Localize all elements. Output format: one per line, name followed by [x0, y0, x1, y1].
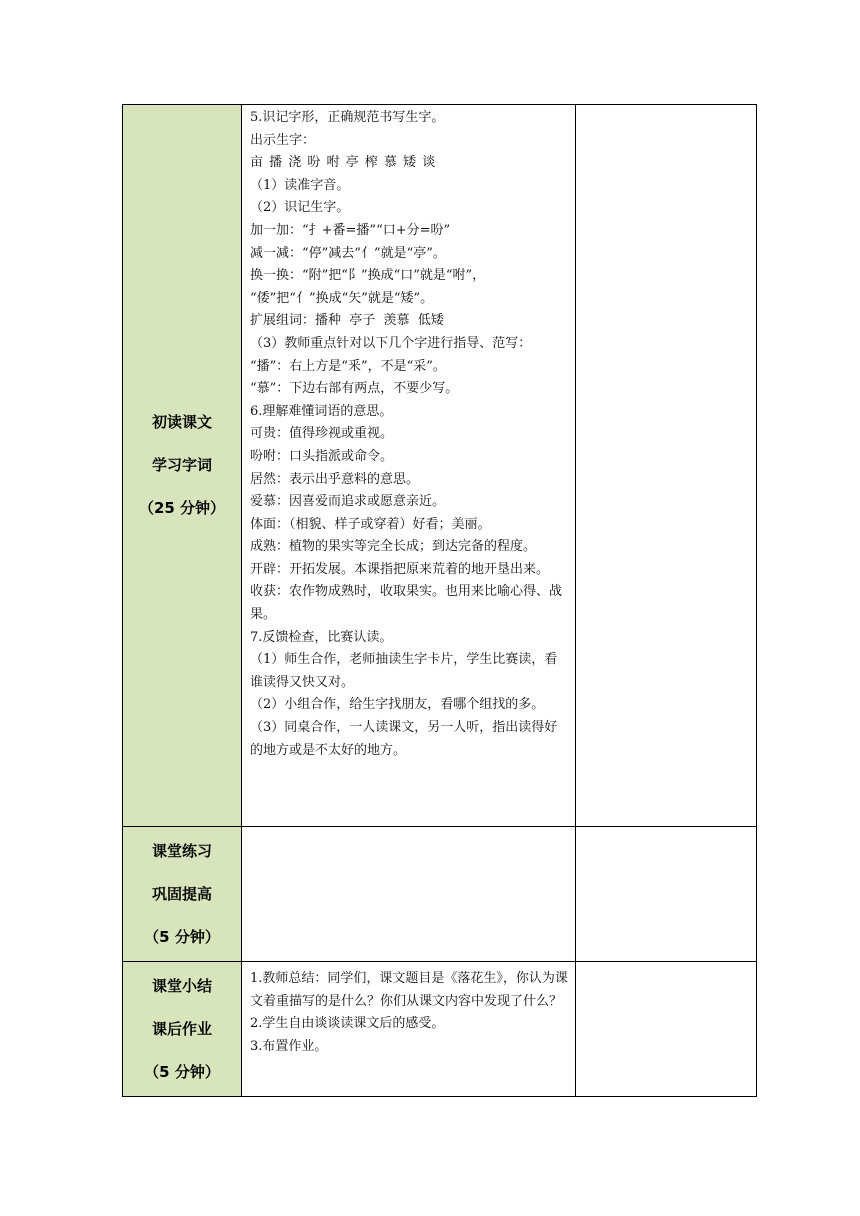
content-line: 减一减：“停”减去“亻”就是“亭”。 [250, 245, 446, 261]
label-line: 学习字词 [151, 456, 212, 474]
content-line: 居然：表示出乎意料的意思。 [250, 471, 420, 487]
label-line: （25 分钟） [138, 499, 226, 517]
section-content-summary [242, 962, 576, 1097]
content-line: 可贵：值得珍视或重视。 [250, 426, 394, 442]
content-line: （1）师生合作，老师抽读生字卡片，学生比赛读，看谁读得又快又对。 [250, 652, 558, 690]
content-line: （1）读准字音。 [250, 177, 350, 193]
section-label-practice [123, 827, 242, 962]
content-line: （2）小组合作，给生字找朋友，看哪个组找的多。 [250, 697, 545, 713]
notes-cell [576, 962, 757, 1097]
lesson-plan-table [122, 104, 757, 1097]
content-line: 7.反馈检查，比赛认读。 [250, 629, 393, 645]
content-line: 加一加：“扌+番=播”“口+分=吩” [250, 222, 451, 238]
label-line: （5 分钟） [144, 927, 220, 946]
label-line: 课堂练习 [151, 841, 212, 860]
section-row-reading [123, 105, 757, 827]
section-row-practice [123, 827, 757, 962]
label-line: （5 分钟） [144, 1062, 220, 1081]
content-line: 体面：（相貌、样子或穿着）好看；美丽。 [250, 516, 491, 532]
content-line: 爱慕：因喜爱而追求或愿意亲近。 [250, 494, 446, 510]
section-content-reading [242, 105, 576, 827]
content-line: “倭”把“亻”换成“矢”就是“矮”。 [250, 290, 434, 306]
notes-cell [576, 105, 757, 827]
label-line: 巩固提高 [151, 884, 212, 903]
label-line: 课堂小结 [151, 976, 212, 995]
label-line: 课后作业 [151, 1019, 212, 1038]
content-line: “慕”：下边右部有两点，不要少写。 [250, 381, 459, 397]
section-content-practice [242, 827, 576, 962]
content-line: 收获：农作物成熟时，收取果实。也用来比喻心得、战果。 [250, 584, 563, 623]
content-line: “播”：右上方是“釆”，不是“采”。 [250, 358, 446, 374]
content-line: （3）同桌合作，一人读课文，另一人听，指出读得好的地方或是不太好的地方。 [250, 720, 558, 758]
content-line: 开辟：开拓发展。本课指把原来荒着的地开垦出来。 [250, 561, 550, 577]
content-line: （2）识记生字。 [250, 200, 350, 216]
content-line: 吩咐：口头指派或命令。 [250, 448, 394, 464]
label-line: 初读课文 [151, 413, 212, 431]
new-characters: 亩 播 浇 吩 咐 亭 榨 慕 矮 谈 [250, 155, 437, 171]
section-row-summary [123, 962, 757, 1097]
section-label-summary [123, 962, 242, 1097]
content-line: （3）教师重点针对以下几个字进行指导、范写： [250, 335, 532, 351]
content-line: 5.识记字形，正确规范书写生字。 [250, 110, 445, 125]
content-line: 换一换：“附”把“阝”换成“口”就是“咐”， [250, 268, 486, 284]
content-line: 成熟：植物的果实等完全长成；到达完备的程度。 [250, 539, 537, 555]
content-line: 2.学生自由谈谈读课文后的感受。 [250, 1016, 445, 1032]
content-line: 1.教师总结：同学们，课文题目是《落花生》，你认为课文着重描写的是什么？你们从课文内容中发现了什么？ [250, 971, 568, 1009]
content-line: 出示生字： [250, 132, 316, 148]
content-line: 扩展组词：播种 亭子 羡慕 低矮 [250, 313, 444, 329]
section-label-reading [123, 105, 242, 827]
content-line: 3.布置作业。 [250, 1038, 328, 1054]
notes-cell [576, 827, 757, 962]
content-line: 6.理解难懂词语的意思。 [250, 403, 393, 419]
